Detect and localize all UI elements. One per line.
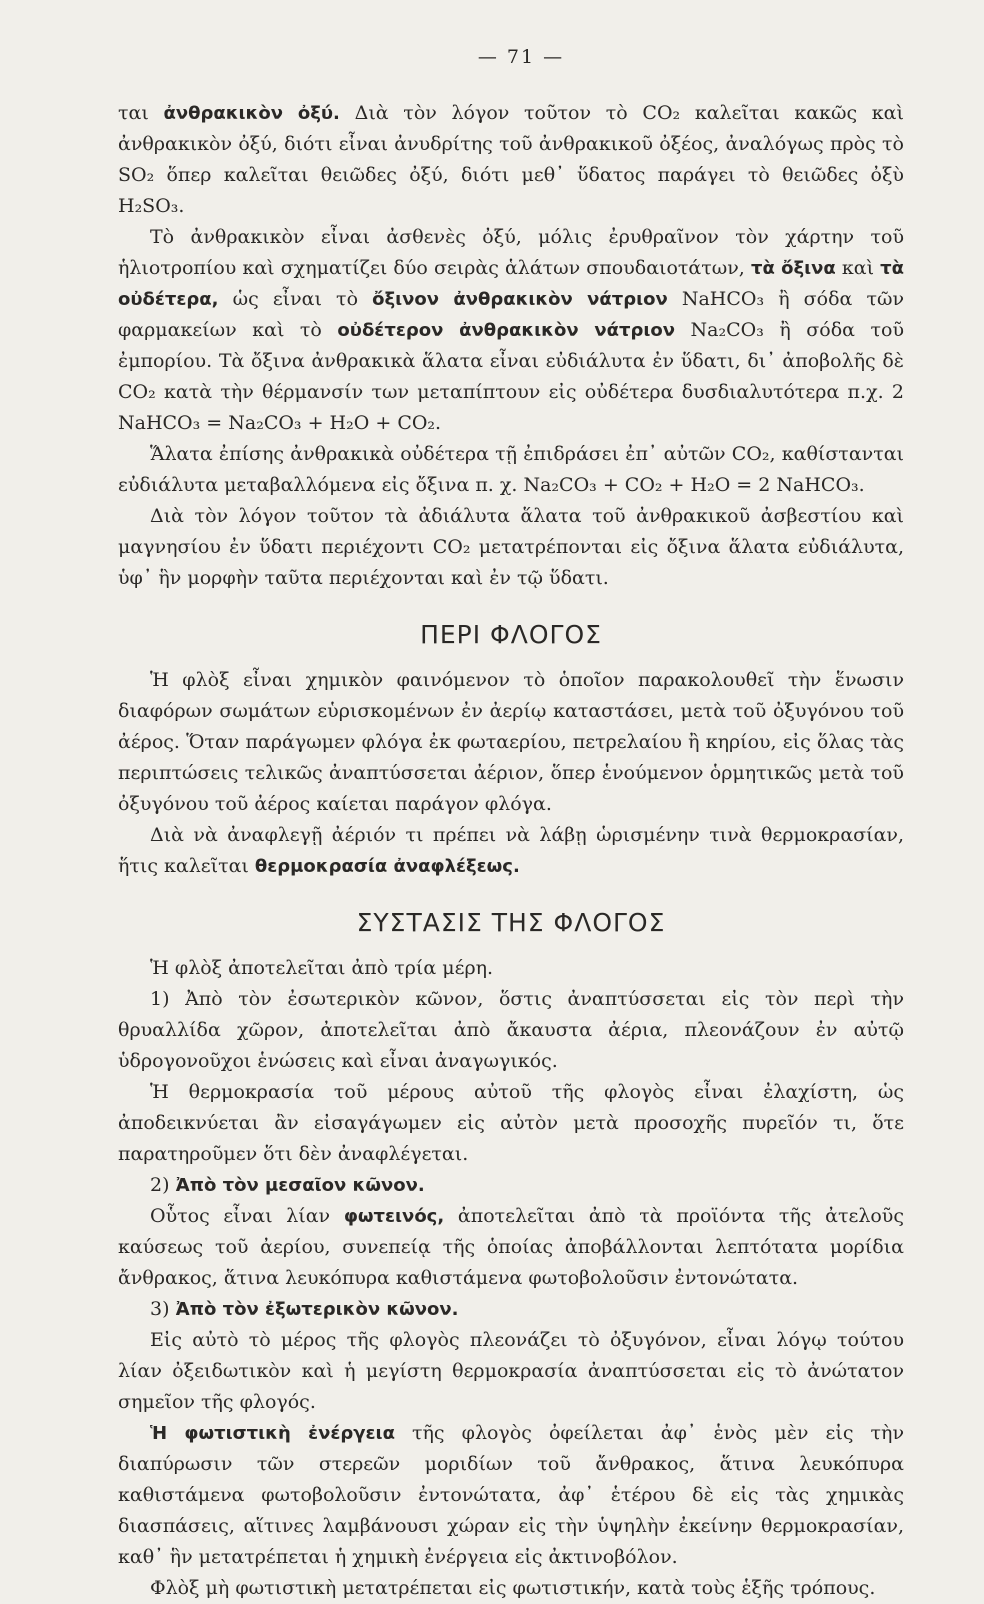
section-heading-flame-composition: ΣΥΣΤΑΣΙΣ ΤΗΣ ΦΛΟΓΟΣ	[356, 908, 666, 937]
paragraph-luminous-energy	[118, 1418, 904, 1573]
text-run: τῆς φλογὸς ὀφείλεται ἀφ᾽ ἑνὸς μὲν εἰς τὴν διαπύρωσιν τῶν στερεῶν μοριδίων τοῦ ἄνθρακος, ἅτινα λευκόπυρα καθιστάμενα φωτοβολοῦσιν ἐντονώτατα, ἀφ᾽ ἑτέρου δὲ εἰς τὰς χημικὰς διασπάσεις, αἵτινες λαμβάνουσι χώραν εἰς τὴν ὑψηλὴν ἐκείνην θερμοκρασίαν, καθ᾽ ἣν μετατρέπεται ἡ χημικὴ ἐνέργεια εἰς ἀκτινοβόλον.	[118, 1422, 904, 1568]
paragraph-outer-cone: Εἰς αὐτὸ τὸ μέρος τῆς φλογὸς πλεονάζει τὸ ὀξυγόνον, εἶναι λόγῳ τούτου λίαν ὀξειδωτικὸν καὶ ἡ μεγίστη θερμοκρασία ἀναπτύσσεται εἰς τὸ ἀνώτατον σημεῖον τῆς φλογός.	[118, 1329, 904, 1413]
subheading-number: 2)	[150, 1174, 170, 1196]
text-run: Διὰ τὸν λόγον τοῦτον τὸ CO₂ καλεῖται κακῶς καὶ ἀνθρακικὸν ὀξύ, διότι εἶναι ἀνυδρίτης τοῦ ἀνθρακικοῦ ὀξέος, ἀναλόγως πρὸς τὸ SO₂ ὅπερ καλεῖται θειῶδες ὀξύ, διότι μεθ᾽ ὕδατος παράγει τὸ θειῶδες ὀξὺ H₂SO₃.	[118, 102, 904, 217]
paragraph-middle-cone	[118, 1201, 904, 1294]
subheading-text: Ἀπὸ τὸν μεσαῖον κῶνον.	[175, 1175, 425, 1196]
paragraph-inner-cone-temperature: Ἡ θερμοκρασία τοῦ μέρους αὐτοῦ τῆς φλογὸς εἶναι ἐλαχίστη, ὡς ἀποδεικνύεται ἂν εἰσαγάγωμεν εἰς αὐτὸν μετὰ προσοχῆς πυρεῖόν τι, ὅτε παρατηροῦμεν ὅτι δὲν ἀναφλέγεται.	[118, 1081, 904, 1165]
paragraph-salts	[118, 222, 904, 439]
text-run: Τὸ ἀνθρακικὸν εἶναι ἀσθενὲς ὀξύ, μόλις ἐρυθραῖνον τὸν χάρτην τοῦ ἡλιοτροπίου καὶ σχηματίζει δύο σειρὰς ἁλάτων σπουδαιοτάτων,	[118, 226, 904, 279]
bold-term: τὰ ὄξινα	[750, 258, 836, 279]
paragraph-insoluble-salts: Διὰ τὸν λόγον τοῦτον τὰ ἀδιάλυτα ἅλατα τοῦ ἀνθρακικοῦ ἀσβεστίου καὶ μαγνησίου ἐν ὕδατι περιέχοντι CO₂ μετατρέπονται εἰς ὄξινα ἅλατα εὐδιάλυτα, ὑφ᾽ ἣν μορφὴν ταῦτα περιέχονται καὶ ἐν τῷ ὕδατι.	[118, 505, 904, 589]
text-run: Na₂CO₃ ἢ σόδα τοῦ ἐμπορίου. Τὰ ὄξινα ἀνθρακικὰ ἅλατα εἶναι εὐδιάλυτα ἐν ὕδατι, δι᾽ ἀποβολῆς δὲ CO₂ κατὰ τὴν θέρμανσίν των μεταπίπτουν εἰς οὐδέτερα δυσδιαλυτότερα π.χ. 2 NaHCO₃ = Na₂CO₃ + H₂O + CO₂.	[118, 319, 904, 434]
subheading-text: Ἀπὸ τὸν ἐξωτερικὸν κῶνον.	[175, 1299, 459, 1320]
text-run: ἀποτελεῖται ἀπὸ τὰ προϊόντα τῆς ἀτελοῦς καύσεως τοῦ ἀερίου, συνεπείᾳ τῆς ὁποίας ἀποβάλλονται λεπτότατα μορίδια ἄνθρακος, ἅτινα λευκόπυρα καθιστάμενα φωτοβολοῦσιν ἐντονώτατα.	[118, 1205, 904, 1289]
paragraph-inner-cone: 1) Ἀπὸ τὸν ἐσωτερικὸν κῶνον, ὅστις ἀναπτύσσεται εἰς τὸν περὶ τὴν θρυαλλίδα χῶρον, ἀποτελεῖται ἀπὸ ἄκαυστα ἀέρια, πλεονάζουν ἐν αὐτῷ ὑδρογονοῦχοι ἑνώσεις καὶ εἶναι ἀναγωγικός.	[118, 988, 904, 1072]
bold-term: ἀνθρακικὸν ὀξύ.	[163, 103, 340, 124]
text-run: ται	[118, 102, 164, 124]
paragraph-three-parts: Ἡ φλὸξ ἀποτελεῖται ἀπὸ τρία μέρη.	[150, 957, 494, 979]
subheading-middle-cone	[118, 1170, 904, 1201]
section-heading-flame: ΠΕΡΙ ΦΛΟΓΟΣ	[420, 620, 602, 649]
paragraph-flame-definition: Ἡ φλὸξ εἶναι χημικὸν φαινόμενον τὸ ὁποῖον παρακολουθεῖ τὴν ἕνωσιν διαφόρων σωμάτων εὑρισκομένων ἐν ἀερίῳ καταστάσει, μετὰ τοῦ ὀξυγόνου τοῦ ἀέρος. Ὅταν παράγωμεν φλόγα ἐκ φωταερίου, πετρελαίου ἢ κηρίου, εἰς ὅλας τὰς περιπτώσεις τελικῶς ἀναπτύσσεται ἀέριον, ὅπερ ἑνούμενον ὁρμητικῶς μετὰ τοῦ ὀξυγόνου τοῦ ἀέρος καίεται παράγον φλόγα.	[118, 669, 904, 815]
text-run: ὡς εἶναι τὸ	[218, 288, 373, 310]
paragraph-neutral-salts: Ἅλατα ἐπίσης ἀνθρακικὰ οὐδέτερα τῇ ἐπιδράσει ἐπ᾽ αὐτῶν CO₂, καθίστανται εὐδιάλυτα μεταβαλλόμενα εἰς ὄξινα π. χ. Na₂CO₃ + CO₂ + H₂O = 2 NaHCO₃.	[118, 443, 904, 496]
subheading-number: 3)	[150, 1298, 170, 1320]
text-run: Διὰ νὰ ἀναφλεγῇ ἀέριόν τι πρέπει νὰ λάβῃ ὡρισμένην τινὰ θερμοκρασίαν, ἥτις καλεῖται	[118, 824, 904, 877]
bold-term: φωτεινός,	[343, 1206, 445, 1227]
paragraph-ignition-temperature	[118, 820, 904, 882]
paragraph-non-luminous-flame: Φλὸξ μὴ φωτιστικὴ μετατρέπεται εἰς φωτιστικήν, κατὰ τοὺς ἑξῆς τρόπους.	[150, 1577, 876, 1599]
subheading-outer-cone	[118, 1294, 904, 1325]
bold-term: τὰ οὐδέτερα,	[118, 258, 904, 310]
paragraph-carbonic-acid	[118, 98, 904, 222]
page-number: — 71 —	[477, 46, 565, 68]
bold-term: οὐδέτερον ἀνθρακικὸν νάτριον	[337, 320, 675, 341]
bold-term: ὄξινον ἀνθρακικὸν νάτριον	[372, 289, 668, 310]
text-run: NaHCO₃ ἢ σόδα τῶν φαρμακείων καὶ τὸ	[118, 288, 905, 341]
text-run: Οὗτος εἶναι λίαν	[150, 1205, 344, 1227]
bold-term: Ἡ φωτιστικὴ ἐνέργεια	[150, 1423, 395, 1444]
bold-term: θερμοκρασία ἀναφλέξεως.	[254, 856, 520, 877]
text-run: καὶ	[835, 257, 881, 279]
